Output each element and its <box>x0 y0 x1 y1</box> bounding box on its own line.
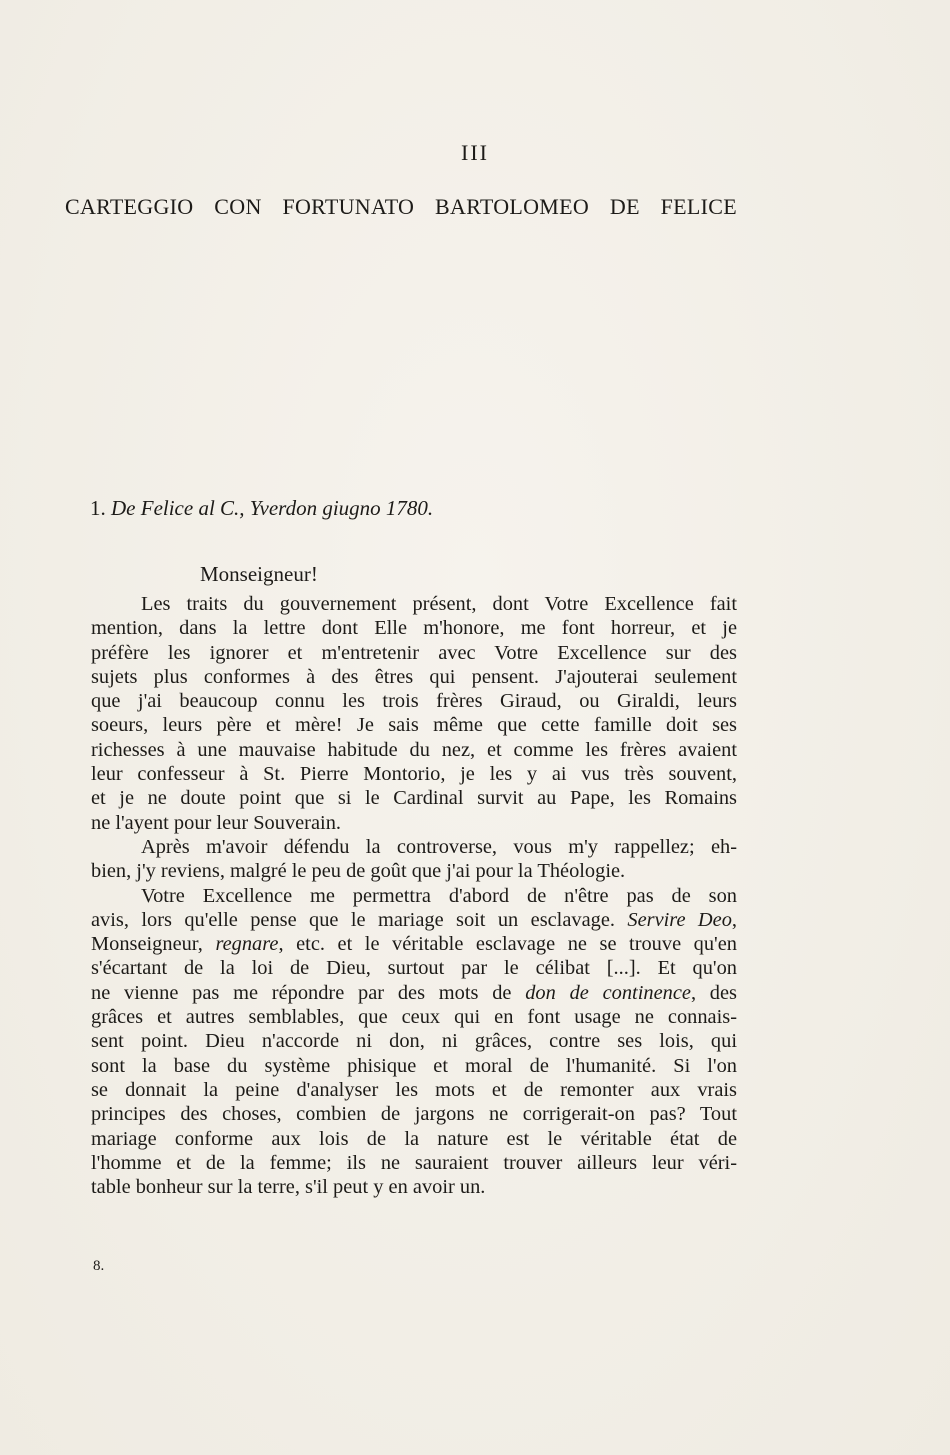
body-line-tail: , etc. et le véritable esclavage ne se trouve qu'en <box>278 933 737 956</box>
body-line-text: bien, j'y reviens, malgré le peu de goût que j'ai pour la Théologie. <box>91 860 626 883</box>
body-line-italic: Servire Deo <box>627 908 732 931</box>
letter-title: De Felice al C., Yverdon giugno 1780. <box>111 496 434 520</box>
letter-body <box>91 592 737 1199</box>
body-line <box>91 835 737 859</box>
body-line-text: Votre Excellence me permettra d'abord de n'être pas de son <box>141 884 737 907</box>
body-line-text: table bonheur sur la terre, s'il peut y en avoir un. <box>91 1176 486 1199</box>
chapter-title: CARTEGGIO CON FORTUNATO BARTOLOMEO DE FELICE <box>65 194 737 219</box>
body-line-text: sujets plus conformes à des êtres qui pensent. J'ajouterai seulement <box>91 665 737 688</box>
body-line <box>91 1005 737 1029</box>
body-line <box>91 932 737 956</box>
body-line <box>91 908 737 932</box>
body-line-text: avis, lors qu'elle pense que le mariage soit un esclavage. <box>91 908 615 931</box>
page-number: 8. <box>93 1258 105 1274</box>
body-line-text: mariage conforme aux lois de la nature est le véritable état de <box>91 1127 737 1150</box>
body-line <box>91 1102 737 1126</box>
body-line <box>91 811 737 835</box>
body-line-tail: , <box>731 908 738 931</box>
body-line <box>91 1078 737 1102</box>
body-line <box>91 738 737 762</box>
body-line <box>91 616 737 640</box>
body-line-text: richesses à une mauvaise habitude du nez, et comme les frères avaient <box>91 738 737 761</box>
body-line-text: l'homme et de la femme; ils ne sauraient trouver ailleurs leur véri- <box>91 1151 737 1174</box>
body-line-text: grâces et autres semblables, que ceux qui en font usage ne connais- <box>91 1006 737 1029</box>
body-line-text: préfère les ignorer et m'entretenir avec Votre Excellence sur des <box>91 641 737 664</box>
body-line-text: Après m'avoir défendu la controverse, vous m'y rappellez; eh- <box>141 835 737 858</box>
body-line-text: sont la base du système phisique et moral de l'humanité. Si l'on <box>91 1054 737 1077</box>
body-line-text: Monseigneur, <box>91 933 203 956</box>
body-line-tail: , des <box>690 981 737 1004</box>
chapter-number: III <box>461 140 489 165</box>
body-line <box>91 786 737 810</box>
body-line-text: ne vienne pas me répondre par des mots de <box>91 981 512 1004</box>
body-line-text: et je ne doute point que si le Cardinal survit au Pape, les Romains <box>91 787 737 810</box>
body-line-text: principes des choses, combien de jargons ne corrigerait-on pas? Tout <box>91 1103 737 1126</box>
salutation: Monseigneur! <box>200 562 318 586</box>
body-line-text: mention, dans la lettre dont Elle m'honore, me font horreur, et je <box>91 617 737 640</box>
body-line-italic: don de continence <box>525 981 691 1004</box>
body-line <box>91 1175 737 1199</box>
body-line <box>91 592 737 616</box>
body-line <box>91 859 737 883</box>
body-line-text: sent point. Dieu n'accorde ni don, ni grâces, contre ses lois, qui <box>91 1030 737 1053</box>
body-line <box>91 981 737 1005</box>
body-line-italic: regnare <box>215 933 279 956</box>
body-line <box>91 689 737 713</box>
body-line <box>91 1054 737 1078</box>
letter-heading <box>90 496 433 521</box>
body-line-text: ne l'ayent pour leur Souverain. <box>91 811 341 834</box>
body-line <box>91 956 737 980</box>
body-line-text: que j'ai beaucoup connu les trois frères Giraud, ou Giraldi, leurs <box>91 690 737 713</box>
body-line <box>91 884 737 908</box>
body-line <box>91 1151 737 1175</box>
body-line <box>91 762 737 786</box>
body-line <box>91 665 737 689</box>
body-line-text: soeurs, leurs père et mère! Je sais même que cette famille doit ses <box>91 714 737 737</box>
body-line-text: s'écartant de la loi de Dieu, surtout par le célibat [...]. Et qu'on <box>91 957 737 980</box>
body-line <box>91 713 737 737</box>
body-line-text: se donnait la peine d'analyser les mots et de remonter aux vrais <box>91 1078 737 1101</box>
body-line <box>91 1029 737 1053</box>
body-line <box>91 641 737 665</box>
body-line-text: leur confesseur à St. Pierre Montorio, je les y ai vus très souvent, <box>91 763 737 786</box>
letter-number: 1. <box>90 496 106 520</box>
body-line <box>91 1127 737 1151</box>
body-line-text: Les traits du gouvernement présent, dont Votre Excellence fait <box>141 593 737 615</box>
